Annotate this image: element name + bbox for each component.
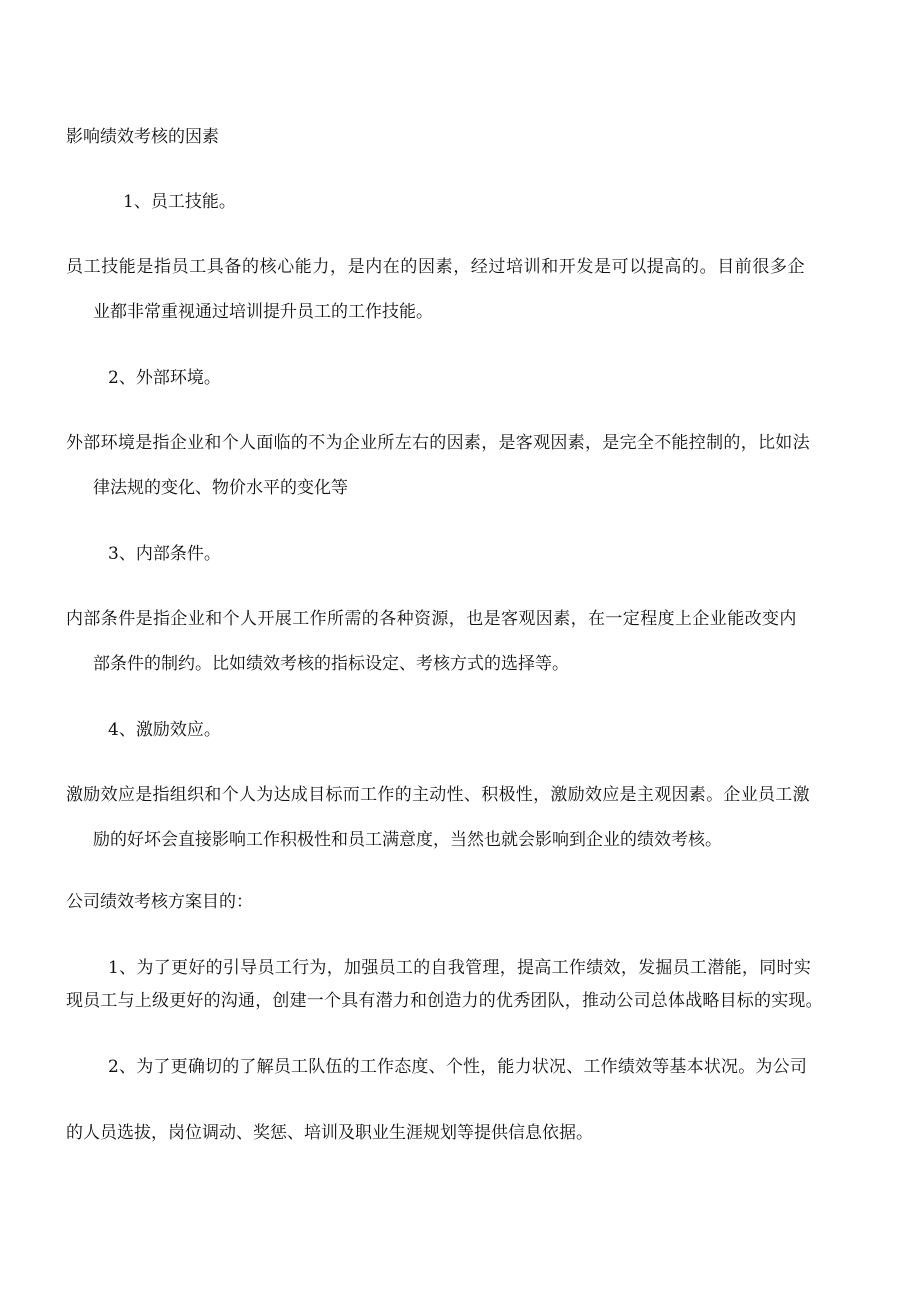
section-body-line: 外部环境是指企业和个人面临的不为企业所左右的因素，是客观因素，是完全不能控制的，比如法: [66, 433, 810, 453]
purpose-item-line: 的人员选拔，岗位调动、奖惩、培训及职业生涯规划等提供信息依据。: [66, 1123, 593, 1143]
section-body-line: 业都非常重视通过培训提升员工的工作技能。: [93, 302, 433, 322]
purpose-item-line: 1、为了更好的引导员工行为，加强员工的自我管理，提高工作绩效，发掘员工潜能，同时实: [108, 958, 812, 978]
section-body-line: 部条件的制约。比如绩效考核的指标设定、考核方式的选择等。: [93, 654, 569, 674]
section-body-line: 激励效应是指组织和个人为达成目标而工作的主动性、积极性，激励效应是主观因素。企业员工激: [66, 785, 810, 805]
section-heading: 4、激励效应。: [108, 720, 221, 740]
section-heading: 3、内部条件。: [108, 544, 221, 564]
section-heading: 1、员工技能。: [123, 192, 236, 212]
section-heading: 2、外部环境。: [108, 368, 221, 388]
purpose-item-line: 2、为了更确切的了解员工队伍的工作态度、个性，能力状况、工作绩效等基本状况。为公司: [108, 1057, 808, 1077]
section-body-line: 励的好坏会直接影响工作积极性和员工满意度，当然也就会影响到企业的绩效考核。: [93, 830, 722, 850]
section-body-line: 律法规的变化、物价水平的变化等: [93, 478, 348, 498]
section-body-line: 内部条件是指企业和个人开展工作所需的各种资源，也是客观因素，在一定程度上企业能改变内: [66, 609, 797, 629]
document-title: 影响绩效考核的因素: [66, 127, 219, 147]
purpose-heading: 公司绩效考核方案目的：: [66, 892, 253, 912]
purpose-item-line: 现员工与上级更好的沟通，创建一个具有潜力和创造力的优秀团队，推动公司总体战略目标的实现。: [66, 991, 823, 1011]
section-body-line: 员工技能是指员工具备的核心能力，是内在的因素，经过培训和开发是可以提高的。目前很多企: [66, 257, 806, 277]
